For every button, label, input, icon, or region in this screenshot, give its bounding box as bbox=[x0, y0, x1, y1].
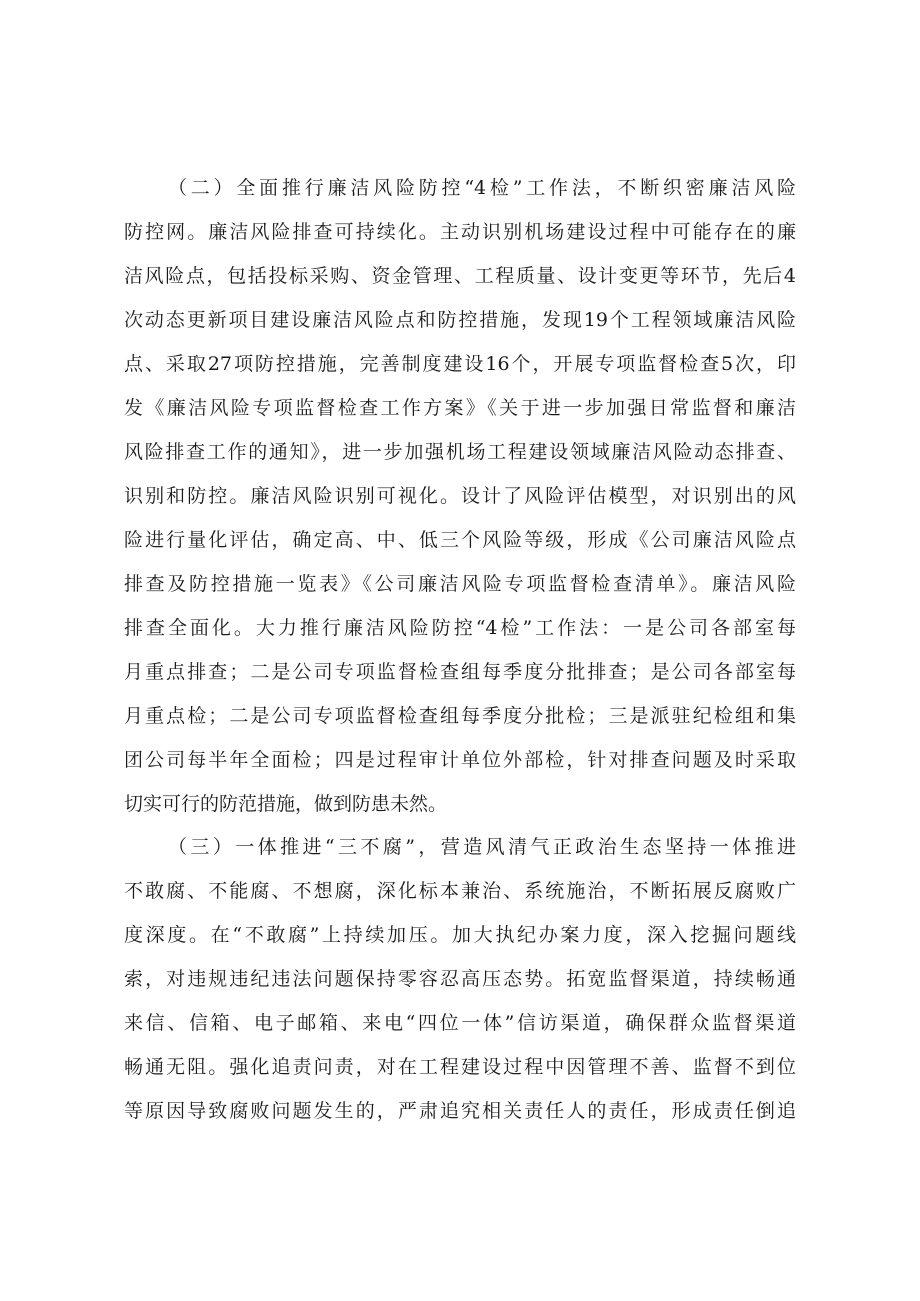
paragraph-line: 洁风险点，包括投标采购、资金管理、工程质量、设计变更等环节，先后4 bbox=[124, 265, 796, 287]
paragraph-line: 排查全面化。大力推行廉洁风险防控“4检”工作法：一是公司各部室每 bbox=[124, 617, 796, 639]
paragraph-line: 等原因导致腐败问题发生的，严肃追究相关责任人的责任，形成责任倒追 bbox=[124, 1100, 796, 1122]
paragraph-line: 险进行量化评估，确定高、中、低三个风险等级，形成《公司廉洁风险点 bbox=[124, 529, 796, 551]
paragraph-line: 索，对违规违纪违法问题保持零容忍高压态势。拓宽监督渠道，持续畅通 bbox=[124, 968, 796, 990]
paragraph-line: 畅通无阻。强化追责问责，对在工程建设过程中因管理不善、监督不到位 bbox=[124, 1056, 796, 1078]
paragraph-line: 次动态更新项目建设廉洁风险点和防控措施，发现19个工程领域廉洁风险 bbox=[124, 309, 796, 331]
paragraph-line: （二）全面推行廉洁风险防控“4检”工作法，不断织密廉洁风险 bbox=[168, 177, 796, 199]
paragraph-line: 发《廉洁风险专项监督检查工作方案》《关于进一步加强日常监督和廉洁 bbox=[124, 397, 796, 419]
paragraph-line: 排查及防控措施一览表》《公司廉洁风险专项监督检查清单》。廉洁风险 bbox=[124, 573, 796, 595]
paragraph-line: 团公司每半年全面检；四是过程审计单位外部检，针对排查问题及时采取 bbox=[124, 749, 796, 771]
paragraph-line: 来信、信箱、电子邮箱、来电“四位一体”信访渠道，确保群众监督渠道 bbox=[124, 1012, 796, 1034]
paragraph-section-3 bbox=[124, 825, 796, 1133]
paragraph-line: 识别和防控。廉洁风险识别可视化。设计了风险评估模型，对识别出的风 bbox=[124, 485, 796, 507]
paragraph-line: 点、采取27项防控措施，完善制度建设16个，开展专项监督检查5次，印 bbox=[124, 353, 796, 375]
paragraph-section-2 bbox=[124, 166, 796, 826]
paragraph-line: 防控网。廉洁风险排查可持续化。主动识别机场建设过程中可能存在的廉 bbox=[124, 221, 796, 243]
paragraph-line: 度深度。在“不敢腐”上持续加压。加大执纪办案力度，深入挖掘问题线 bbox=[124, 924, 796, 946]
paragraph-line: （三）一体推进“三不腐”，营造风清气正政治生态坚持一体推进 bbox=[168, 836, 796, 858]
paragraph-line: 风险排查工作的通知》，进一步加强机场工程建设领域廉洁风险动态排查、 bbox=[124, 441, 796, 463]
paragraph-line: 月重点检；二是公司专项监督检查组每季度分批检；三是派驻纪检组和集 bbox=[124, 705, 796, 727]
paragraph-line: 不敢腐、不能腐、不想腐，深化标本兼治、系统施治，不断拓展反腐败广 bbox=[124, 880, 796, 902]
paragraph-line: 切实可行的防范措施，做到防患未然。 bbox=[124, 793, 448, 815]
paragraph-line: 月重点排查；二是公司专项监督检查组每季度分批排查；是公司各部室每 bbox=[124, 661, 796, 683]
